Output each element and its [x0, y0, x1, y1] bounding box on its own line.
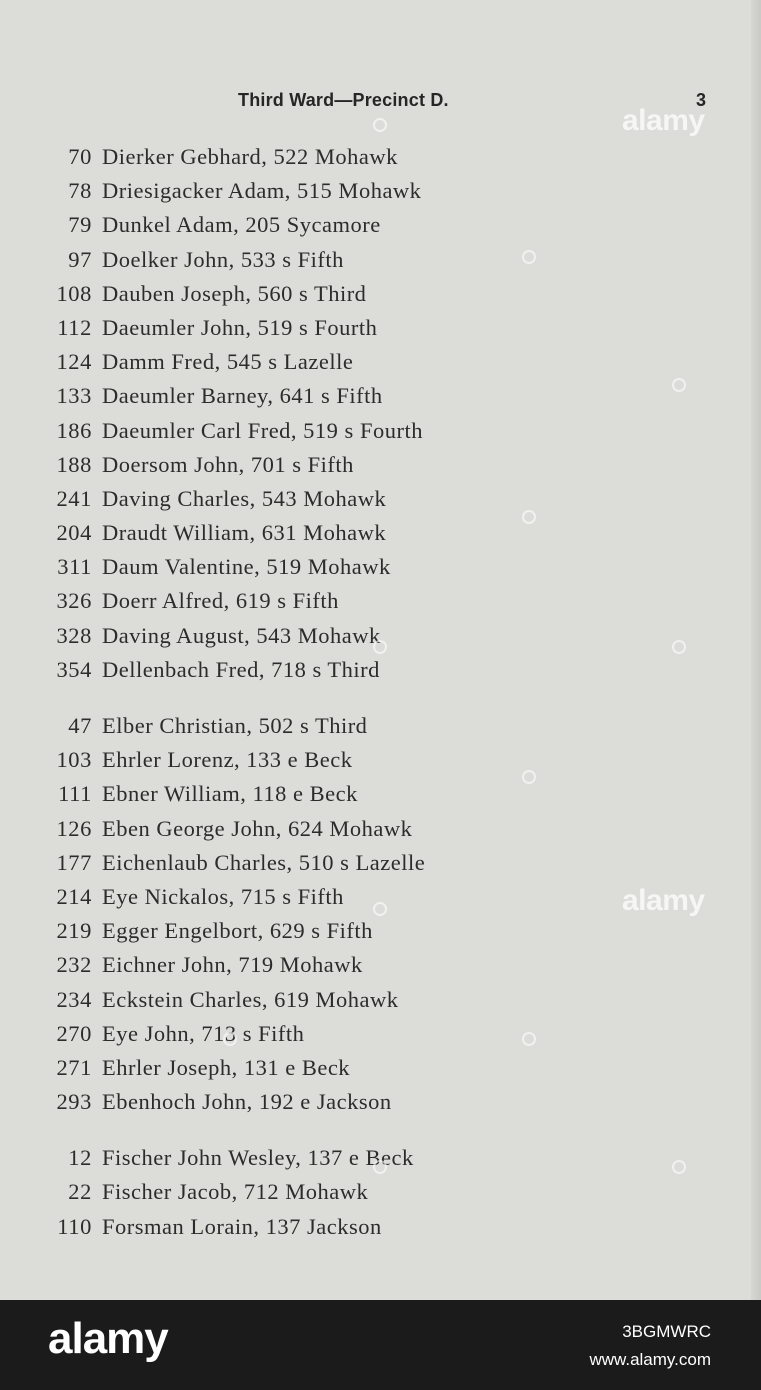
- entry-text: Doerr Alfred, 619 s Fifth: [102, 588, 339, 614]
- entry-text: Driesigacker Adam, 515 Mohawk: [102, 178, 422, 204]
- entry-number: 188: [56, 451, 92, 477]
- list-item: [0, 880, 600, 914]
- entry-number: 112: [57, 314, 92, 340]
- watermark-dot-icon: [672, 1160, 686, 1174]
- list-item: [0, 140, 600, 174]
- watermark-dot-icon: [672, 378, 686, 392]
- list-item: [0, 777, 600, 811]
- list-item: [0, 1017, 600, 1051]
- entry-text: Doelker John, 533 s Fifth: [102, 246, 344, 272]
- list-item: [0, 1051, 600, 1085]
- list-item: [0, 379, 600, 413]
- entry-number: 311: [57, 554, 92, 580]
- entry-text: Dierker Gebhard, 522 Mohawk: [102, 144, 398, 169]
- entry-number: 293: [56, 1089, 92, 1115]
- entry-text: Fischer John Wesley, 137 e Beck: [102, 1145, 414, 1171]
- list-item: [0, 243, 600, 277]
- entry-number: 79: [68, 212, 92, 238]
- list-item: [0, 1210, 600, 1244]
- entry-text: Doersom John, 701 s Fifth: [102, 451, 354, 477]
- entry-text: Egger Engelbort, 629 s Fifth: [102, 918, 373, 944]
- list-item: [0, 812, 600, 846]
- list-item: [0, 482, 600, 516]
- list-item: [0, 619, 600, 653]
- entry-text: Ehrler Joseph, 131 e Beck: [102, 1054, 351, 1080]
- group-d: [0, 140, 600, 687]
- entry-number: 111: [58, 781, 92, 807]
- entry-text: Ebner William, 118 e Beck: [102, 781, 358, 807]
- list-item: [0, 914, 600, 948]
- entry-text: Dellenbach Fred, 718 s Third: [102, 656, 380, 682]
- list-item: [0, 653, 600, 687]
- entry-text: Fischer Jacob, 712 Mohawk: [102, 1179, 369, 1205]
- alamy-logo: alamy: [48, 1314, 168, 1363]
- list-item: [0, 516, 600, 550]
- entry-number: 108: [56, 280, 92, 306]
- watermark-dot-icon: [672, 640, 686, 654]
- entry-number: 219: [56, 918, 92, 944]
- entry-text: Eichner John, 719 Mohawk: [102, 952, 363, 978]
- list-item: [0, 983, 600, 1017]
- entry-text: Daving Charles, 543 Mohawk: [102, 485, 387, 511]
- watermark-dot-icon: [373, 640, 387, 654]
- watermark-dot-icon: [223, 1032, 237, 1046]
- entry-number: 103: [56, 747, 92, 773]
- watermark-dot-icon: [373, 1160, 387, 1174]
- entry-text: Ebenhoch John, 192 e Jackson: [102, 1089, 392, 1115]
- entry-number: 354: [56, 656, 92, 682]
- entry-text: Dunkel Adam, 205 Sycamore: [102, 212, 381, 238]
- entry-number: 70: [68, 144, 92, 169]
- entry-number: 22: [68, 1179, 92, 1205]
- entry-number: 110: [57, 1213, 92, 1239]
- list-item: [0, 1175, 600, 1209]
- list-item: [0, 846, 600, 880]
- entry-number: 234: [56, 986, 92, 1012]
- list-item: [0, 1141, 600, 1175]
- entry-number: 177: [56, 849, 92, 875]
- list-item: [0, 743, 600, 777]
- list-item: [0, 448, 600, 482]
- stock-footer-bar: [0, 1300, 761, 1390]
- page-edge: [751, 0, 761, 1300]
- watermark-dot-icon: [522, 770, 536, 784]
- entry-number: 133: [56, 383, 92, 409]
- entry-text: Daeumler Carl Fred, 519 s Fourth: [102, 417, 423, 443]
- list-item: [0, 311, 600, 345]
- entry-number: 241: [56, 485, 92, 511]
- entry-number: 328: [56, 622, 92, 648]
- entry-number: 214: [56, 883, 92, 909]
- image-id-label: 3BGMWRC: [622, 1322, 711, 1341]
- list-item: [0, 948, 600, 982]
- entry-text: Eye John, 713 s Fifth: [102, 1020, 305, 1046]
- watermark-dot-icon: [522, 510, 536, 524]
- group-f: [0, 1141, 600, 1244]
- entry-text: Dauben Joseph, 560 s Third: [102, 280, 367, 306]
- watermark-logo: alamy: [622, 884, 705, 917]
- entry-number: 78: [68, 178, 92, 204]
- list-item: [0, 174, 600, 208]
- entry-text: Elber Christian, 502 s Third: [102, 713, 368, 738]
- watermark-dot-icon: [373, 902, 387, 916]
- entry-number: 232: [56, 952, 92, 978]
- page-number: 3: [696, 90, 707, 110]
- entry-text: Eichenlaub Charles, 510 s Lazelle: [102, 849, 426, 875]
- list-item: [0, 345, 600, 379]
- entry-number: 270: [56, 1020, 92, 1046]
- watermark-dot-icon: [373, 118, 387, 132]
- entry-number: 126: [56, 815, 92, 841]
- entry-text: Daum Valentine, 519 Mohawk: [102, 554, 391, 580]
- entry-number: 97: [68, 246, 92, 272]
- watermark-logo: alamy: [622, 104, 705, 137]
- entry-text: Eben George John, 624 Mohawk: [102, 815, 413, 841]
- list-item: [0, 584, 600, 618]
- entry-text: Daeumler Barney, 641 s Fifth: [102, 383, 383, 409]
- entry-text: Ehrler Lorenz, 133 e Beck: [102, 747, 353, 773]
- entry-text: Eye Nickalos, 715 s Fifth: [102, 883, 344, 909]
- entry-number: 47: [68, 713, 92, 738]
- entry-number: 12: [68, 1145, 92, 1171]
- entry-number: 326: [56, 588, 92, 614]
- list-item: [0, 277, 600, 311]
- list-item: [0, 208, 600, 242]
- entry-text: Forsman Lorain, 137 Jackson: [102, 1213, 382, 1239]
- entry-text: Draudt William, 631 Mohawk: [102, 520, 387, 546]
- entry-number: 271: [56, 1054, 92, 1080]
- list-item: [0, 414, 600, 448]
- list-item: [0, 709, 600, 743]
- entry-text: Damm Fred, 545 s Lazelle: [102, 349, 354, 375]
- watermark-dot-icon: [522, 250, 536, 264]
- list-item: [0, 550, 600, 584]
- entry-number: 186: [56, 417, 92, 443]
- entry-text: Eckstein Charles, 619 Mohawk: [102, 986, 399, 1012]
- watermark-dot-icon: [522, 1032, 536, 1046]
- list-item: [0, 1085, 600, 1119]
- entry-text: Daeumler John, 519 s Fourth: [102, 314, 378, 340]
- entry-number: 204: [56, 520, 92, 546]
- site-url-label: www.alamy.com: [589, 1350, 711, 1369]
- entry-list: [0, 140, 600, 1266]
- entry-text: Daving August, 543 Mohawk: [102, 622, 381, 648]
- group-e: [0, 709, 600, 1119]
- entry-number: 124: [56, 349, 92, 375]
- page-title: Third Ward—Precinct D.: [238, 90, 449, 110]
